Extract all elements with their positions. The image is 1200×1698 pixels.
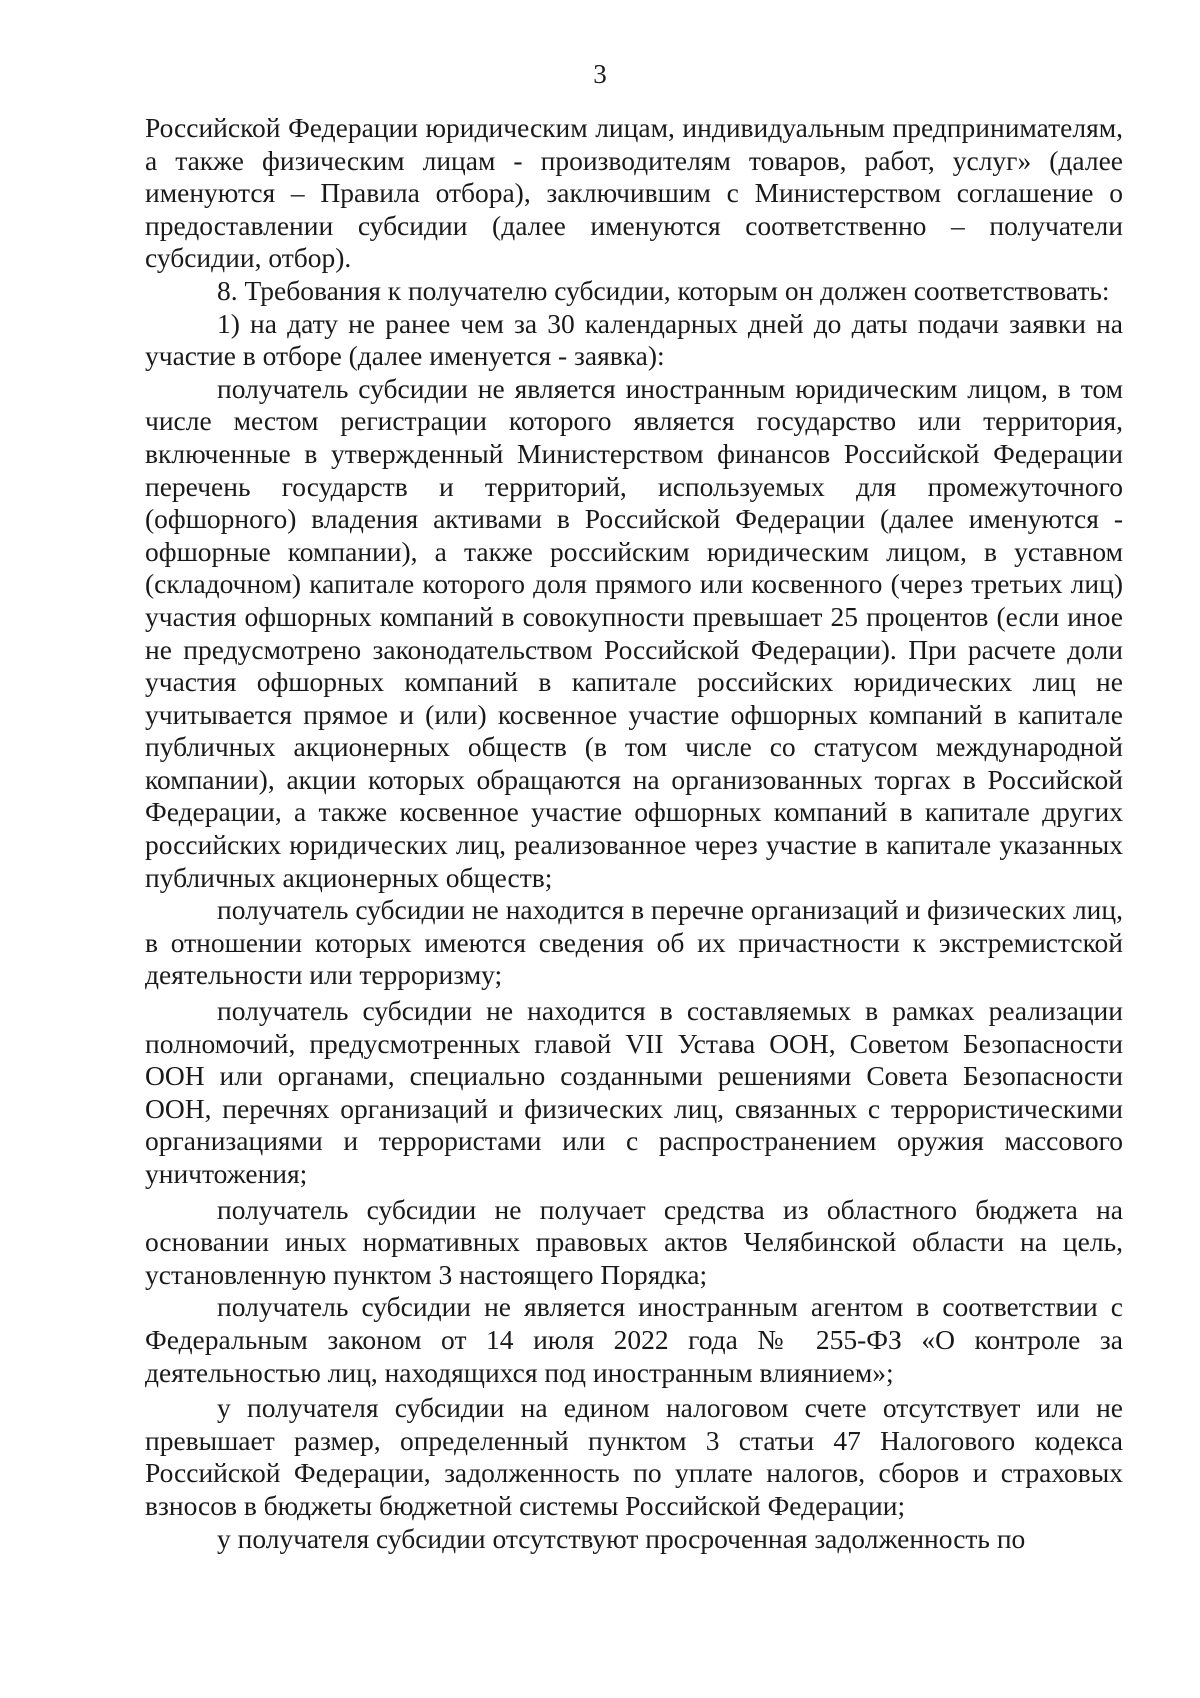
paragraph-offshore-requirement: получатель субсидии не является иностранным юридическим лицом, в том числе местом регистрации которого является государство или территория, включенные в утвержденный Министерством финансов Российской Федерации перечень государств и территорий, используемых для промежуточного (офшорного) владения активами в Российской Федерации (далее именуются - офшорные компании), а также российским юридическим лицом, в уставном (складочном) капитале которого доля прямого или косвенного (через третьих лиц) участия офшорных компаний в совокупности превышает 25 процентов (если иное не предусмотрено законодательством Российской Федерации). При расчете доли участия офшорных компаний в капитале российских юридических лиц не учитывается прямое и (или) косвенное участие офшорных компаний в капитале публичных акционерных обществ (в том числе со статусом международной компании), акции которых обращаются на организованных торгах в Российской Федерации, а также косвенное участие офшорных компаний в капитале других российских юридических лиц, реализованное через участие в капитале указанных публичных акционерных обществ; [145, 372, 1123, 893]
paragraph-regional-budget-requirement: получатель субсидии не получает средства из областного бюджета на основании иных нормативных правовых актов Челябинской области на цель, установленную пунктом 3 настоящего Порядка; [145, 1193, 1123, 1290]
paragraph-extremism-requirement: получатель субсидии не находится в перечне организаций и физических лиц, в отношении которых имеются сведения об их причастности к экстремистской деятельности или терроризму; [145, 894, 1123, 991]
paragraph-rules-continuation: Российской Федерации юридическим лицам, индивидуальным предпринимателям, а также физическим лицам - производителям товаров, работ, услуг» (далее именуются – Правила отбора), заключившим с Министерством соглашение о предоставлении субсидии (далее именуются соответственно – получатели субсидии, отбор). [145, 112, 1123, 274]
document-body [145, 112, 1123, 1555]
paragraph-tax-debt-requirement: у получателя субсидии на едином налоговом счете отсутствует или не превышает размер, определенный пунктом 3 статьи 47 Налогового кодекса Российской Федерации, задолженность по уплате налогов, сборов и страховых взносов в бюджеты бюджетной системы Российской Федерации; [145, 1392, 1123, 1521]
page-number: 3 [593, 59, 607, 89]
paragraph-item-8: 8. Требования к получателю субсидии, которым он должен соответствовать: [217, 274, 1110, 306]
paragraph-subitem-1: 1) на дату не ранее чем за 30 календарных дней до даты подачи заявки на участие в отборе (далее именуется - заявка): [145, 307, 1123, 372]
paragraph-overdue-debt-requirement: у получателя субсидии отсутствуют просроченная задолженность по [217, 1522, 1026, 1554]
paragraph-foreign-agent-requirement: получатель субсидии не является иностранным агентом в соответствии с Федеральным законом от 14 июля 2022 года № 255-ФЗ «О контроле за деятельностью лиц, находящихся под иностранным влиянием»; [145, 1291, 1123, 1388]
paragraph-un-lists-requirement: получатель субсидии не находится в составляемых в рамках реализации полномочий, предусмотренных главой VII Устава ООН, Советом Безопасности ООН или органами, специально созданными решениями Совета Безопасности ООН, перечнях организаций и физических лиц, связанных с террористическими организациями и террористами или с распространением оружия массового уничтожения; [145, 995, 1123, 1189]
